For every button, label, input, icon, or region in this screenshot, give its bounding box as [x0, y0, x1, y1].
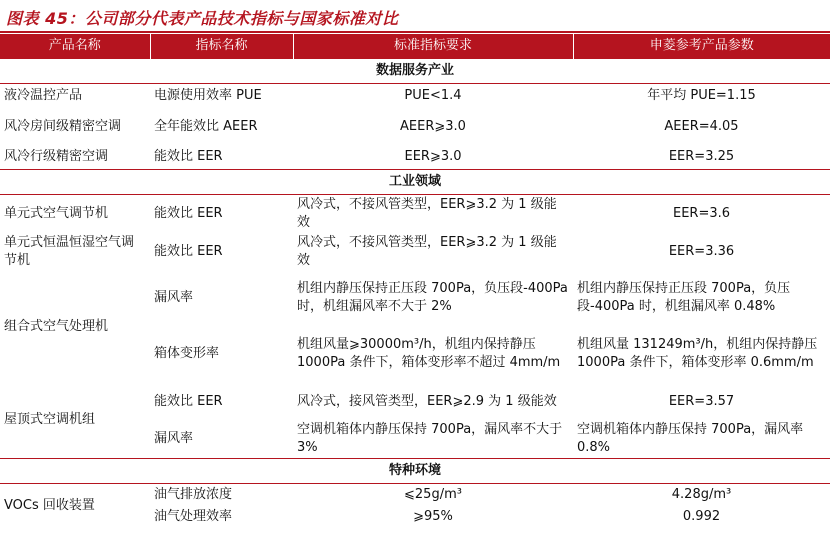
indicator-cell: 能效比 EER [154, 205, 223, 221]
indicator-cell: 箱体变形率 [154, 345, 220, 361]
standard-cell: ⩾95% [413, 508, 453, 524]
standard-cell: 风冷式，不接风管类型，EER⩾3.2 为 1 级能效 [297, 196, 557, 230]
standard-cell: 空调机箱体内静压保持 700Pa，漏风率不大于 3% [297, 422, 563, 456]
standard-cell: 风冷式，不接风管类型，EER⩾3.2 为 1 级能效 [297, 234, 557, 268]
param-cell: EER=3.25 [668, 149, 735, 165]
indicator-cell: 能效比 EER [154, 243, 223, 259]
section-label: 特种环境 [0, 459, 830, 484]
section-label: 工业领域 [0, 170, 830, 195]
param-cell: AEER=4.05 [664, 118, 739, 134]
product-cell: 单元式恒温恒湿空气调节机 [4, 234, 135, 268]
header-product: 产品名称 [0, 34, 150, 59]
product-cell: 风冷房间级精密空调 [4, 118, 122, 134]
table-row [0, 108, 830, 146]
section-row [0, 59, 830, 84]
title-rule [0, 31, 830, 33]
section-row [0, 459, 830, 484]
standard-cell: AEER⩾3.0 [400, 118, 466, 134]
standard-cell: PUE<1.4 [404, 87, 462, 103]
param-cell: EER=3.36 [668, 243, 735, 259]
header-params: 申菱参考产品参数 [573, 34, 830, 59]
indicator-cell: 油气排放浓度 [154, 486, 233, 502]
product-cell: 单元式空气调节机 [4, 205, 109, 221]
product-cell: 组合式空气处理机 [4, 318, 109, 334]
product-cell: 风冷行级精密空调 [4, 149, 109, 165]
param-cell: 0.992 [682, 508, 721, 524]
figure-title: 图表 45：公司部分代表产品技术指标与国家标准对比 [6, 9, 399, 28]
standard-cell: 风冷式，接风管类型，EER⩾2.9 为 1 级能效 [297, 393, 557, 409]
indicator-cell: 能效比 EER [154, 149, 223, 165]
param-cell: 4.28g/m³ [671, 486, 732, 502]
standard-cell: 机组风量⩾30000m³/h，机组内保持静压 1000Pa 条件下，箱体变形率不超过 4mm/m [297, 336, 561, 370]
indicator-cell: 漏风率 [154, 289, 194, 305]
indicator-cell: 油气处理效率 [154, 508, 233, 524]
indicator-cell: 漏风率 [154, 431, 194, 447]
header-indicator: 指标名称 [150, 34, 293, 59]
product-cell: 液冷温控产品 [4, 87, 83, 103]
table-row [0, 195, 830, 233]
param-cell: EER=3.6 [672, 205, 731, 221]
table-row [0, 271, 830, 325]
param-cell: EER=3.57 [668, 393, 735, 409]
param-cell: 空调机箱体内静压保持 700Pa，漏风率 0.8% [577, 422, 804, 456]
param-cell: 年平均 PUE=1.15 [647, 87, 756, 103]
table-row [0, 233, 830, 271]
param-cell: 机组风量 131249m³/h，机组内保持静压 1000Pa 条件下，箱体变形率 0.6mm/m [577, 336, 818, 370]
indicator-cell: 电源使用效率 PUE [154, 87, 262, 103]
standard-cell: ⩽25g/m³ [404, 486, 462, 502]
comparison-table [0, 34, 830, 528]
table-row [0, 484, 830, 506]
indicator-cell: 能效比 EER [154, 393, 223, 409]
header-row [0, 34, 830, 59]
product-cell: 屋顶式空调机组 [4, 412, 96, 428]
section-label: 数据服务产业 [0, 59, 830, 84]
table-row [0, 383, 830, 421]
standard-cell: 机组内静压保持正压段 700Pa，负压段-400Pa 时，机组漏风率不大于 2% [297, 280, 568, 314]
table-row [0, 146, 830, 170]
section-row [0, 170, 830, 195]
indicator-cell: 全年能效比 AEER [154, 118, 258, 134]
header-standard: 标准指标要求 [293, 34, 573, 59]
table-row [0, 84, 830, 108]
standard-cell: EER⩾3.0 [404, 149, 462, 165]
param-cell: 机组内静压保持正压段 700Pa，负压段-400Pa 时，机组漏风率 0.48% [577, 280, 791, 314]
product-cell: VOCs 回收装置 [4, 497, 95, 513]
